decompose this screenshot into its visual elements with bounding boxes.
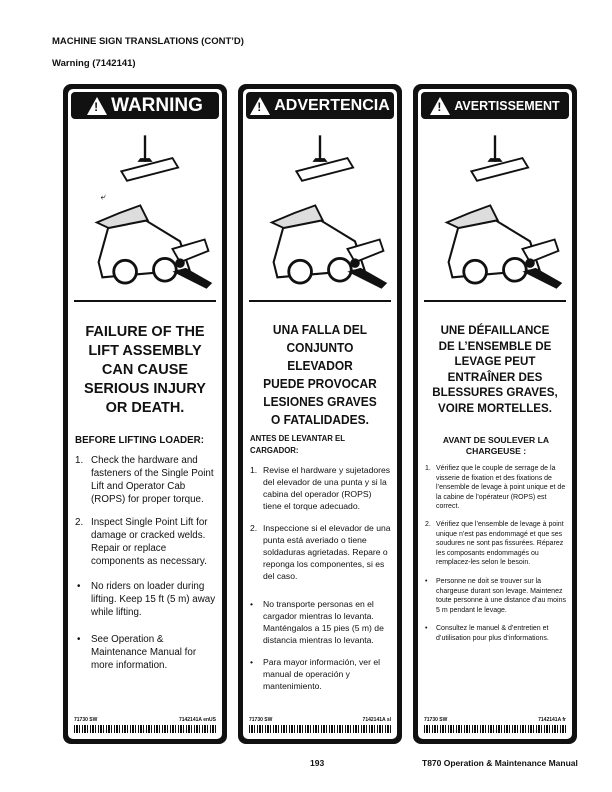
instruction-item: 1. Vérifiez que le couple de serrage de la visserie de fixation et des fixations de l’ensemble de levage à point unique et de la cabine de l’opérateur (ROPS) est correct.	[425, 465, 566, 511]
instruction-item: • No riders on loader during lifting. Keep 15 ft (5 m) away while lifting.	[77, 581, 216, 618]
warning-banner	[71, 92, 219, 119]
sign-code-barcode: 71730 SW 7142141A fr	[424, 717, 566, 733]
instruction-item: 1. Check the hardware and fasteners of the Single Point Lift and Operator Cab (ROPS) for proper torque.	[75, 455, 214, 505]
page-heading: MACHINE SIGN TRANSLATIONS (CONT’D)	[52, 36, 244, 47]
headline: UNA FALLA DEL CONJUNTO ELEVADOR PUEDE PROVOCAR LESIONES GRAVES O FATALIDADES.	[263, 322, 377, 427]
instruction-item: • Para mayor información, ver el manual de operación y mantenimiento.	[250, 657, 381, 691]
banner-label: WARNING	[111, 94, 203, 116]
page-subheading: Warning (7142141)	[52, 58, 136, 69]
instruction-item: 2. Vérifiez que l’ensemble de levage à point unique n’est pas endommagé et que ses soudures ne sont pas fissurées. Réparez les composants endommagés ou remplacez-les selon le besoin.	[425, 520, 564, 567]
instruction-item: • Consultez le manuel & d’entretien et d’utilisation pour plus d’informations.	[425, 625, 549, 642]
banner-label: ADVERTENCIA	[274, 96, 390, 114]
manual-title: T870 Operation & Maintenance Manual	[422, 758, 578, 768]
sign-french	[413, 84, 577, 744]
falling-loader-illustration	[249, 125, 391, 302]
warning-banner	[421, 92, 569, 119]
instruction-item: 2. Inspect Single Point Lift for damage or cracked welds. Repair or replace components as necessary.	[75, 517, 208, 567]
sign-english	[63, 84, 227, 744]
banner-label: AVERTISSEMENT	[454, 98, 560, 113]
instructions	[250, 433, 392, 692]
falling-loader-illustration	[74, 125, 216, 302]
warning-triangle-icon: !	[87, 97, 107, 115]
instruction-item: 2. Inspeccione si el elevador de una punta está averiado o tiene soldaduras agrietadas. Repare o reponga los componentes, si es del caso.	[250, 523, 391, 581]
sign-code-barcode: 71730 SW 7142141A enUS	[74, 717, 216, 733]
instructions	[75, 434, 217, 672]
before-lifting-label: ANTES DE LEVANTAR EL CARGADOR:	[250, 434, 345, 455]
headline: FAILURE OF THE LIFT ASSEMBLY CAN CAUSE SERIOUS INJURY OR DEATH.	[84, 324, 206, 416]
sign-spanish	[238, 84, 402, 744]
before-lifting-label: AVANT DE SOULEVER LA CHARGEUSE :	[442, 435, 550, 456]
instruction-item: 1. Revise el hardware y sujetadores del elevador de una punta y si la cabina del operador (ROPS) tiene el torque adecuado.	[250, 465, 391, 511]
headline: UNE DÉFAILLANCE DE L’ENSEMBLE DE LEVAGE PEUT ENTRAÎNER DES BLESSURES GRAVES, VOIRE MORTELLES.	[432, 324, 558, 415]
warning-banner	[246, 92, 394, 119]
sign-code-barcode: 71730 SW 7142141A sl	[249, 717, 391, 733]
before-lifting-label: BEFORE LIFTING LOADER:	[75, 435, 204, 446]
svg-text:⤶: ⤶	[100, 191, 106, 203]
instructions	[425, 435, 567, 644]
instruction-item: • See Operation & Maintenance Manual for more information.	[77, 634, 197, 671]
warning-triangle-icon: !	[250, 97, 270, 115]
falling-loader-illustration	[424, 125, 566, 302]
warning-triangle-icon: !	[430, 97, 450, 115]
instruction-item: • No transporte personas en el cargador mientras lo levanta. Manténgalos a 15 pies (5 m) de distancia mientras lo levanta.	[250, 599, 384, 645]
instruction-item: • Personne ne doit se trouver sur la chargeuse durant son levage. Maintenez toute personne à une distance d’au moins 5 m pendant le levage.	[425, 577, 566, 614]
page-number: 193	[310, 758, 325, 768]
